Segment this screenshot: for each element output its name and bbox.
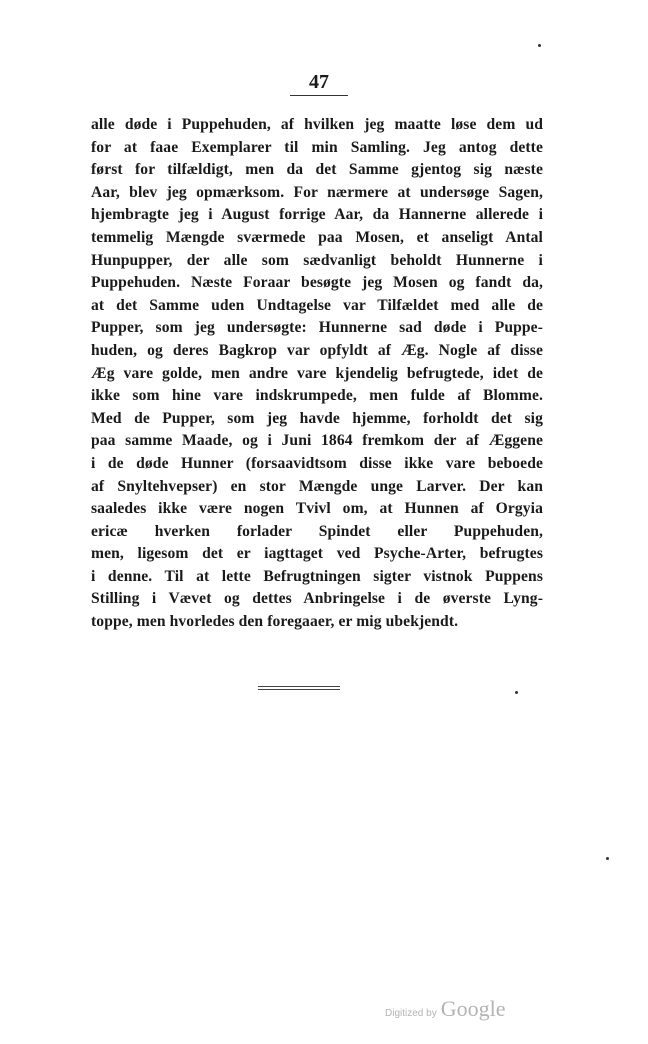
scan-speck [538, 44, 541, 47]
text-line: temmelig Mængde sværmede paa Mosen, et anseligt Antal [91, 228, 543, 246]
text-line: Hunpupper, der alle som sædvanligt beholdt Hunnerne i [91, 251, 543, 269]
page-number: 47 [309, 71, 329, 93]
digitized-watermark [385, 996, 505, 1022]
text-line: ericæ hverken forlader Spindet eller Puppehuden, [91, 522, 543, 540]
text-line: toppe, men hvorledes den foregaaer, er mig ubekjendt. [91, 613, 459, 631]
text-line: i de døde Hunner (forsaavidtsom disse ikke vare beboede [91, 454, 543, 472]
scan-speck [606, 857, 609, 860]
watermark-brand-logo: Google [440, 996, 506, 1021]
text-line: saaledes ikke være nogen Tvivl om, at Hunnen af Orgyia [91, 500, 543, 518]
text-line: hjembragte jeg i August forrige Aar, da Hannerne allerede i [91, 206, 543, 224]
text-line: at det Samme uden Undtagelse var Tilfældet med alle de [91, 296, 543, 314]
text-line: Aar, blev jeg opmærksom. For nærmere at undersøge Sagen, [91, 183, 543, 201]
page-number-rule [290, 95, 348, 96]
text-line: huden, og deres Bagkrop var opfyldt af Æg. Nogle af disse [91, 341, 543, 359]
text-line: ikke som hine vare indskrumpede, men fulde af Blomme. [91, 387, 543, 405]
text-line: Pupper, som jeg undersøgte: Hunnerne sad døde i Puppe- [91, 319, 543, 337]
body-paragraph [91, 114, 543, 634]
text-line: i denne. Til at lette Befrugtningen sigter vistnok Puppens [91, 567, 543, 585]
page-number-block [290, 72, 348, 96]
text-line: af Snyltehvepser) en stor Mængde unge Larver. Der kan [91, 477, 543, 495]
text-line: for at faae Exemplarer til min Samling. Jeg antog dette [91, 138, 543, 156]
scan-speck [515, 691, 518, 694]
text-line: paa samme Maade, og i Juni 1864 fremkom der af Æggene [91, 432, 543, 450]
text-line: Med de Pupper, som jeg havde hjemme, forholdt det sig [91, 409, 543, 427]
text-line: men, ligesom det er iagttaget ved Psyche-Arter, befrugtes [91, 545, 543, 563]
text-line: Stilling i Vævet og dettes Anbringelse i de øverste Lyng- [91, 590, 543, 608]
text-line: Puppehuden. Næste Foraar besøgte jeg Mosen og fandt da, [91, 274, 543, 292]
watermark-digitized-label: Digitized by [385, 1008, 437, 1019]
text-line: alle døde i Puppehuden, af hvilken jeg maatte løse dem ud [91, 116, 543, 133]
text-line: først for tilfældigt, men da det Samme gjentog sig næste [91, 161, 543, 179]
text-line: Æg vare golde, men andre vare kjendelig befrugtede, idet de [91, 364, 543, 382]
end-ornament-rule [258, 686, 340, 690]
